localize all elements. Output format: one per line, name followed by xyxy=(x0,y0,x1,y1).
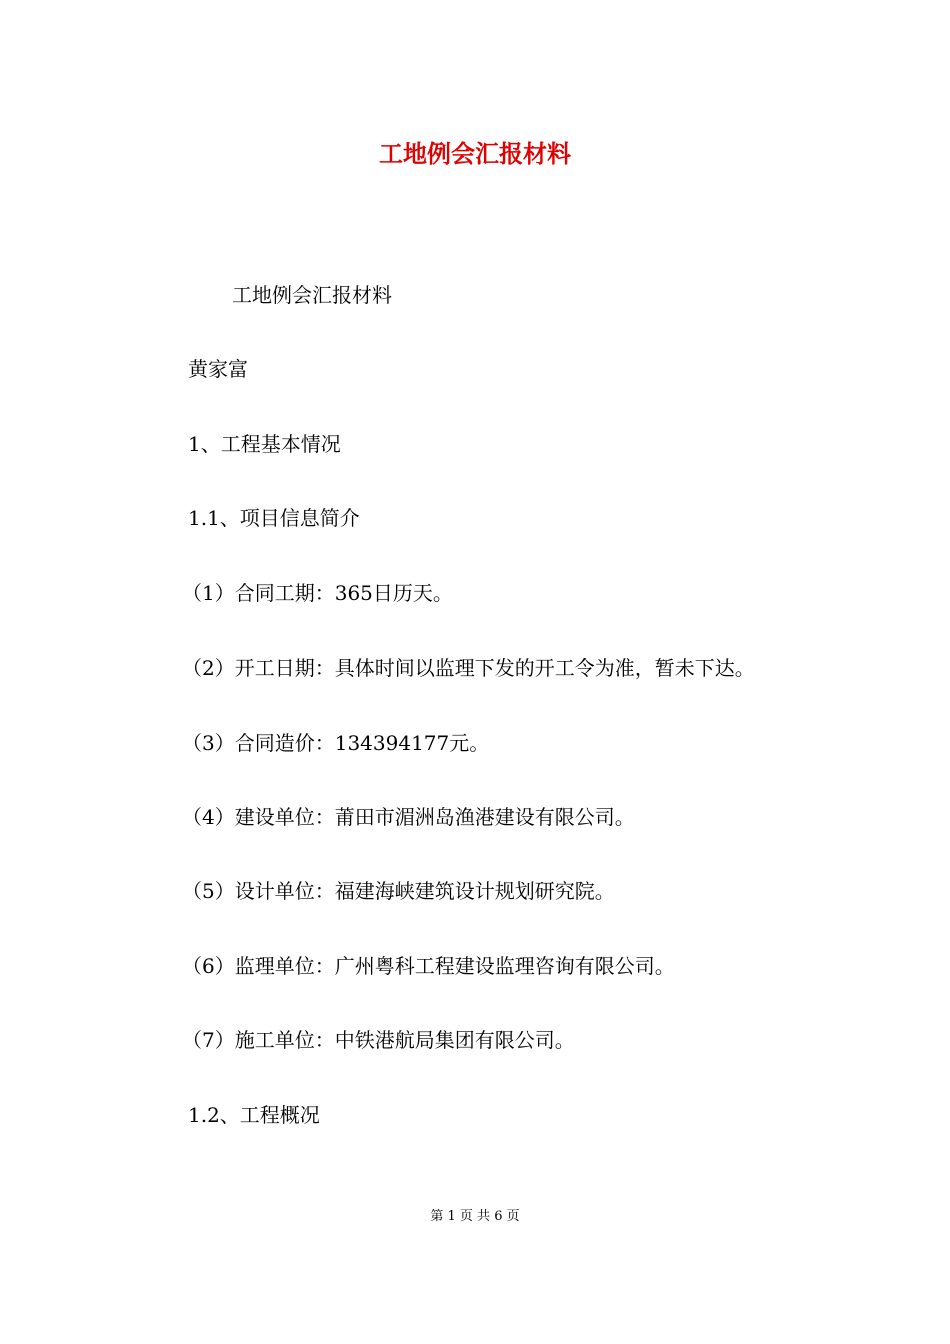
info-item: （7）施工单位：中铁港航局集团有限公司。 xyxy=(182,1028,575,1052)
info-item: （2）开工日期：具体时间以监理下发的开工令为准，暂未下达。 xyxy=(182,656,755,680)
info-item: （3）合同造价：134394177元。 xyxy=(182,731,490,755)
info-item: （1）合同工期：365日历天。 xyxy=(182,581,453,605)
page-number-footer: 第 1 页 共 6 页 xyxy=(430,1209,520,1224)
info-item: （5）设计单位：福建海峡建筑设计规划研究院。 xyxy=(182,879,615,903)
section-heading: 1、工程基本情况 xyxy=(188,432,341,456)
subsection-heading: 1.1、项目信息简介 xyxy=(188,506,360,530)
info-item: （4）建设单位：莆田市湄洲岛渔港建设有限公司。 xyxy=(182,805,635,829)
author-name: 黄家富 xyxy=(188,357,248,381)
subsection-heading: 1.2、工程概况 xyxy=(188,1103,320,1127)
document-subtitle: 工地例会汇报材料 xyxy=(232,283,392,307)
info-item: （6）监理单位：广州粤科工程建设监理咨询有限公司。 xyxy=(182,954,675,978)
document-title: 工地例会汇报材料 xyxy=(379,139,571,168)
